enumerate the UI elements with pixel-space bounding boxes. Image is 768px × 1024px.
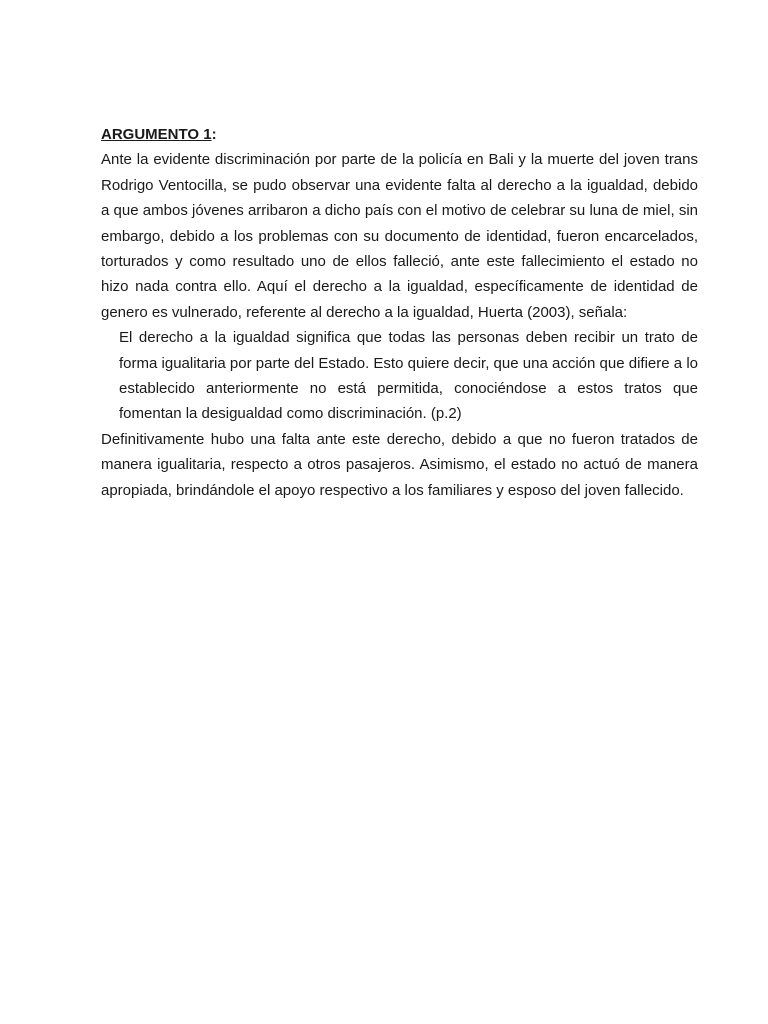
section-heading-colon: :	[211, 126, 217, 143]
section-heading-label: ARGUMENTO 1	[101, 126, 212, 143]
block-quote: El derecho a la igualdad significa que todas las personas deben recibir un trato de forma igualitaria por parte del Estado. Esto quiere decir, que una acción que difiere a lo establecido anteriormente no está permitida, conociéndose a estos tratos que fomentan la desigualdad como discriminación. (p.2)	[119, 329, 698, 423]
section-heading	[101, 122, 698, 147]
document-body	[101, 122, 698, 503]
intro-paragraph: Ante la evidente discriminación por parte de la policía en Bali y la muerte del joven trans Rodrigo Ventocilla, se pudo observar una evidente falta al derecho a la igualdad, debido a que ambos jóvenes arribaron a dicho país con el motivo de celebrar su luna de miel, sin embargo, debido a los problemas con su documento de identidad, fueron encarcelados, torturados y como resultado uno de ellos falleció, ante este fallecimiento el estado no hizo nada contra ello. Aquí el derecho a la igualdad, específicamente de identidad de genero es vulnerado, referente al derecho a la igualdad, Huerta (2003), señala:	[101, 151, 698, 321]
closing-paragraph: Definitivamente hubo una falta ante este derecho, debido a que no fueron tratados de manera igualitaria, respecto a otros pasajeros. Asimismo, el estado no actuó de manera apropiada, brindándole el apoyo respectivo a los familiares y esposo del joven fallecido.	[101, 430, 698, 499]
